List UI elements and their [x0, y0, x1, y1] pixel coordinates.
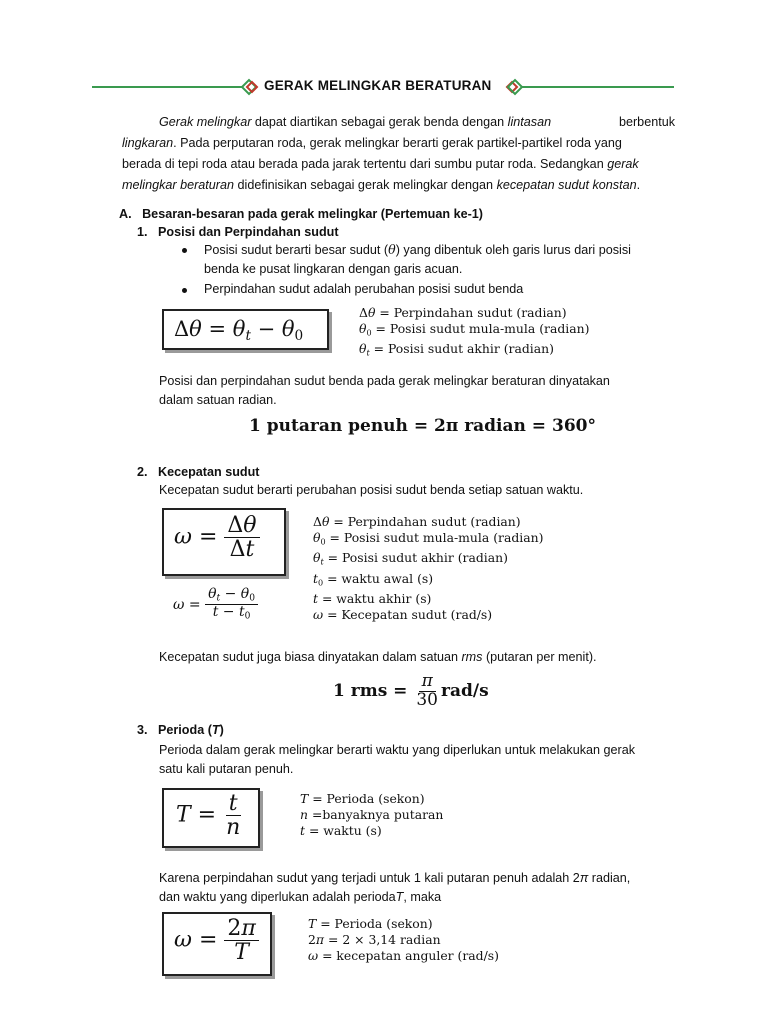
eq-text: rad/s — [441, 680, 489, 701]
section-a-heading: A. Besaran-besaran pada gerak melingkar (Pertemuan ke-1) — [119, 207, 483, 221]
formula-delta-theta: $\Delta\theta = \theta_t - \theta_0$ — [174, 317, 304, 345]
formula-omega-expanded: ω = $\frac{\theta_t - \theta_0}{t - t_0}$ — [173, 587, 258, 623]
note-term-rms: rms — [461, 650, 483, 664]
bullet-dot — [182, 288, 187, 293]
section-3-heading — [137, 723, 224, 737]
formula-box-omega — [162, 508, 286, 576]
para-text: , maka — [403, 890, 442, 904]
section-1-heading: 1. Posisi dan Perpindahan sudut — [137, 225, 339, 239]
intro-text: dapat diartikan sebagai gerak benda dengan — [251, 115, 508, 129]
def-text: = Posisi sudut akhir (radian) — [327, 550, 508, 566]
def-text: = Posisi sudut akhir (radian) — [373, 341, 554, 357]
formula-omega-2pi-over-T: ω = $\frac{2\pi}{T}$ — [174, 917, 259, 964]
intro-text: didefinisikan sebagai gerak melingkar dengan — [234, 178, 497, 192]
bullet-posisi-sudut — [204, 242, 631, 257]
def-text: = waktu awal (s) — [327, 570, 434, 586]
def-text: = Perpindahan sudut (radian) — [333, 514, 521, 529]
bullet-text: Posisi sudut berarti besar sudut ( — [204, 243, 389, 257]
para-text: dan waktu yang diperlukan adalah perioda — [159, 890, 396, 904]
intro-text: berada di tepi roda atau berada pada jarak tertentu dari sumbu putar roda. Sedangkan — [122, 157, 604, 171]
def-text: = waktu akhir (s) — [321, 591, 432, 607]
bullet-perpindahan-sudut: Perpindahan sudut adalah perubahan posisi sudut benda — [204, 282, 524, 296]
bullet-posisi-sudut-cont: benda ke pusat lingkaran dengan garis acuan. — [204, 262, 463, 276]
intro-text: . — [636, 178, 641, 192]
eq-text: 1 putaran penuh — [249, 416, 408, 436]
s3-text-line: satu kali putaran penuh. — [159, 762, 294, 776]
equation-rms: 1 rms = $\frac{\pi}{30}$ rad/s — [333, 671, 489, 710]
formula-period: T = $\frac{t}{n}$ — [176, 791, 241, 841]
section-2-heading: 2. Kecepatan sudut — [137, 465, 260, 479]
eq-text: 360° — [551, 416, 596, 436]
def-text: = Kecepatan sudut (rad/s) — [327, 607, 493, 623]
s3-paragraph — [159, 869, 630, 907]
intro-term-lingkaran: lingkaran — [122, 136, 174, 150]
heading-symbol: T — [211, 723, 220, 737]
eq-text: 1 rms — [333, 680, 388, 701]
s2-definitions: Δθ = Perpindahan sudut (radian) $\theta_0$ = Posisi sudut mula-mula (radian) $\theta_t$ = Posisi sudut akhir (radian) $t_0$ = waktu awal (s) t = waktu akhir (s) ω = Kecepatan sudut (rad/s) — [313, 514, 544, 623]
intro-term-gerak: gerak — [607, 157, 639, 171]
bullet-text: ) yang dibentuk oleh garis lurus dari posisi — [395, 243, 631, 257]
s3-text-line: Perioda dalam gerak melingkar berarti waktu yang diperlukan untuk melakukan gerak — [159, 743, 636, 757]
diamond-ornament-left-icon — [240, 78, 260, 96]
formula-box-delta-theta — [162, 309, 329, 350]
s3-text — [159, 741, 635, 779]
pi-symbol: π — [579, 871, 589, 885]
def-text: = Perioda (sekon) — [312, 791, 425, 806]
def-text: = 2 × 3,14 radian — [328, 932, 441, 947]
intro-paragraph — [122, 112, 675, 196]
def-text: = Posisi sudut mula-mula (radian) — [375, 321, 590, 336]
intro-term-kecepatan-sudut-konstan: kecepatan sudut konstan — [496, 178, 637, 192]
page-title: GERAK MELINGKAR BERATURAN — [264, 78, 492, 93]
period-symbol: T — [395, 890, 404, 904]
header-rule-right — [522, 86, 674, 88]
intro-term-lintasan: lintasan — [507, 115, 552, 129]
eq-text: 2π radian — [434, 416, 526, 436]
def-text: = waktu (s) — [308, 823, 382, 838]
theta-symbol: θ — [388, 242, 396, 257]
s2-text: Kecepatan sudut berarti perubahan posisi sudut benda setiap satuan waktu. — [159, 483, 584, 497]
para-text: dalam satuan radian. — [159, 393, 277, 407]
s2-note — [159, 650, 597, 664]
note-text: Kecepatan sudut juga biasa dinyatakan dalam satuan — [159, 650, 462, 664]
def-text: = kecepatan anguler (rad/s) — [322, 948, 499, 963]
formula-box-period — [162, 788, 260, 848]
bullet-dot — [182, 248, 187, 253]
intro-text: berbentuk — [618, 115, 675, 129]
s3-definitions: T = Perioda (sekon) n =banyaknya putaran t = waktu (s) — [300, 791, 444, 838]
def-text: = Posisi sudut mula-mula (radian) — [329, 530, 544, 545]
s1-definitions: Δθ = Perpindahan sudut (radian) $\theta_0$ = Posisi sudut mula-mula (radian) $\theta_t$ = Posisi sudut akhir (radian) — [359, 305, 590, 358]
formula-box-omega-period — [162, 912, 272, 976]
intro-term-melingkar-beraturan: melingkar beraturan — [122, 178, 235, 192]
equation-full-rotation: 1 putaran penuh = 2π radian = 360° — [249, 416, 596, 436]
s1-paragraph — [159, 372, 677, 410]
s3-definitions-2: T = Perioda (sekon) 2π = 2 × 3,14 radian ω = kecepatan anguler (rad/s) — [308, 916, 499, 963]
para-text: Karena perpindahan sudut yang terjadi untuk 1 kali putaran penuh adalah 2 — [159, 871, 580, 885]
diamond-ornament-right-icon — [504, 78, 524, 96]
def-text: = Perioda (sekon) — [320, 916, 433, 931]
eq-text: 30 — [416, 689, 438, 710]
def-text: =banyaknya putaran — [311, 807, 444, 822]
heading-text: 3. Perioda ( — [137, 723, 212, 737]
def-text: = Perpindahan sudut (radian) — [379, 305, 567, 320]
note-text: (putaran per menit). — [482, 650, 597, 664]
formula-omega-delta: ω = $\frac{\Delta\theta}{\Delta t}$ — [174, 514, 260, 561]
header-rule-left — [92, 86, 242, 88]
heading-text: ) — [219, 723, 224, 737]
para-text: Posisi dan perpindahan sudut benda pada gerak melingkar beraturan dinyatakan — [159, 374, 610, 388]
intro-term-gerak-melingkar: Gerak melingkar — [159, 115, 252, 129]
eq-text: π — [419, 673, 436, 692]
intro-text: . Pada perputaran roda, gerak melingkar berarti gerak partikel-partikel roda yang — [173, 136, 622, 150]
para-text: radian, — [588, 871, 631, 885]
